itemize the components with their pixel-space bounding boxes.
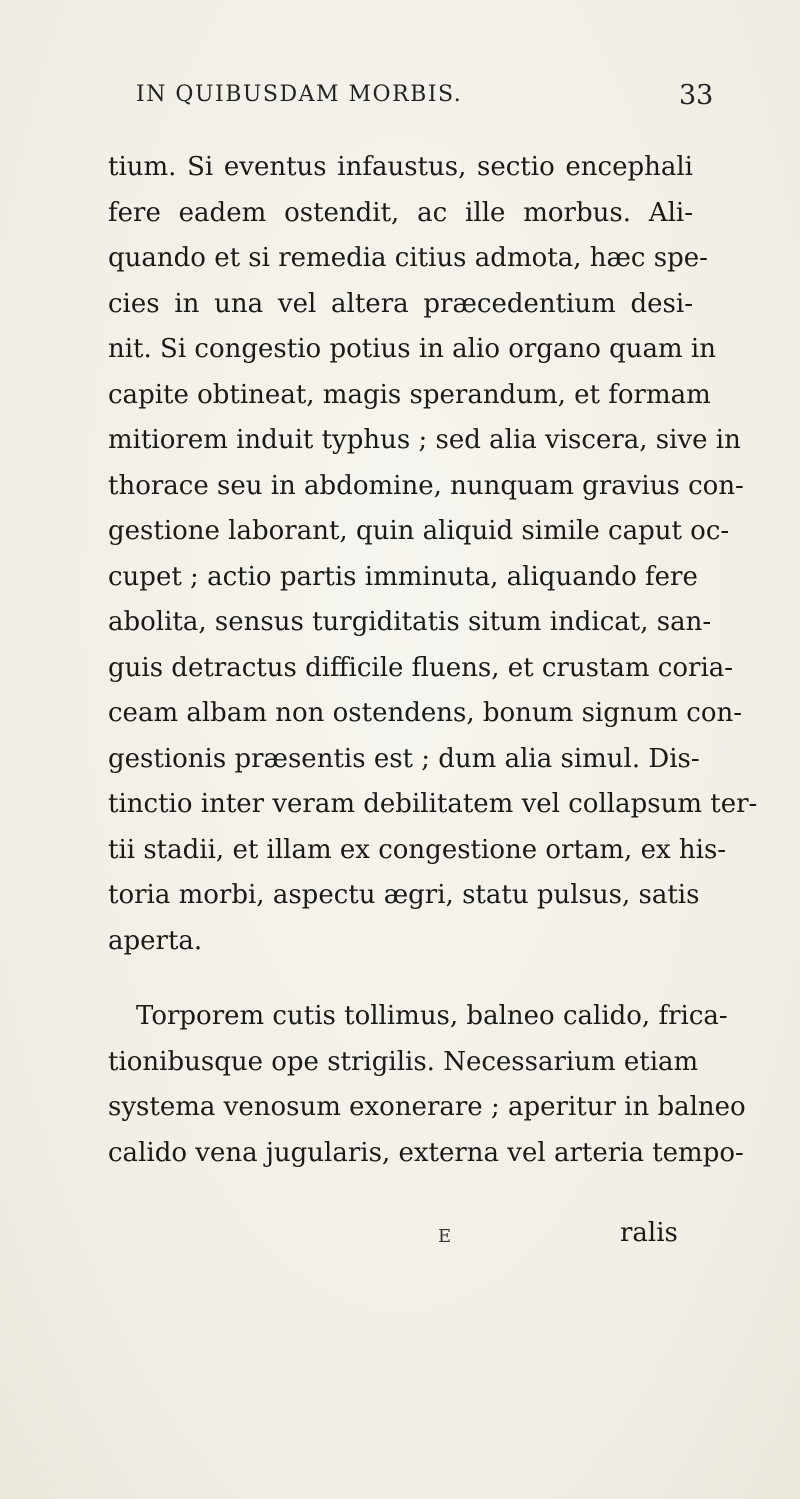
text-line: quando et si remedia citius admota, hæc spe-: [108, 243, 708, 273]
page-header: [0, 82, 800, 122]
text-line: gestione laborant, quin aliquid simile caput oc-: [108, 516, 730, 546]
text-line: gestionis præsentis est ; dum alia simul. Dis-: [108, 743, 700, 774]
catchword: ralis: [620, 1218, 678, 1248]
body-text: [108, 145, 758, 1176]
text-line: capite obtineat, magis sperandum, et formam: [108, 379, 711, 410]
text-line: tium. Si eventus infaustus, sectio encephali: [108, 152, 693, 182]
signature-mark: E: [438, 1226, 452, 1247]
text-line: aperta.: [108, 925, 203, 956]
text-line: Torporem cutis tollimus, balneo calido, frica-: [136, 1001, 728, 1031]
paragraph-1: [108, 145, 758, 964]
page-number: 33: [679, 80, 714, 111]
text-line: tinctio inter veram debilitatem vel collapsum ter-: [108, 789, 758, 819]
text-line: thorace seu in abdomine, nunquam gravius con-: [108, 470, 744, 501]
text-line: systema venosum exonerare ; aperitur in balneo: [108, 1092, 746, 1122]
text-line: mitiorem induit typhus ; sed alia viscera, sive in: [108, 425, 741, 455]
paragraph-2: [108, 994, 746, 1176]
text-line: guis detractus difficile fluens, et crustam coria-: [108, 652, 734, 683]
text-line: toria morbi, aspectu ægri, statu pulsus, satis: [108, 880, 700, 910]
text-line: calido vena jugularis, externa vel arteria tempo-: [108, 1137, 744, 1168]
text-line: cupet ; actio partis imminuta, aliquando fere: [108, 561, 698, 592]
text-line: nit. Si congestio potius in alio organo quam in: [108, 334, 716, 364]
text-line: tionibusque ope strigilis. Necessarium etiam: [108, 1046, 699, 1077]
text-line: fere eadem ostendit, ac ille morbus. Ali-: [108, 197, 693, 228]
text-line: ceam albam non ostendens, bonum signum con-: [108, 698, 743, 728]
text-line: tii stadii, et illam ex congestione ortam, ex his-: [108, 834, 727, 865]
running-head: IN QUIBUSDAM MORBIS.: [136, 82, 463, 107]
paragraph-gap: [108, 964, 693, 994]
text-line: cies in una vel altera præcedentium desi-: [108, 288, 693, 319]
text-line: abolita, sensus turgiditatis situm indicat, san-: [108, 607, 712, 637]
